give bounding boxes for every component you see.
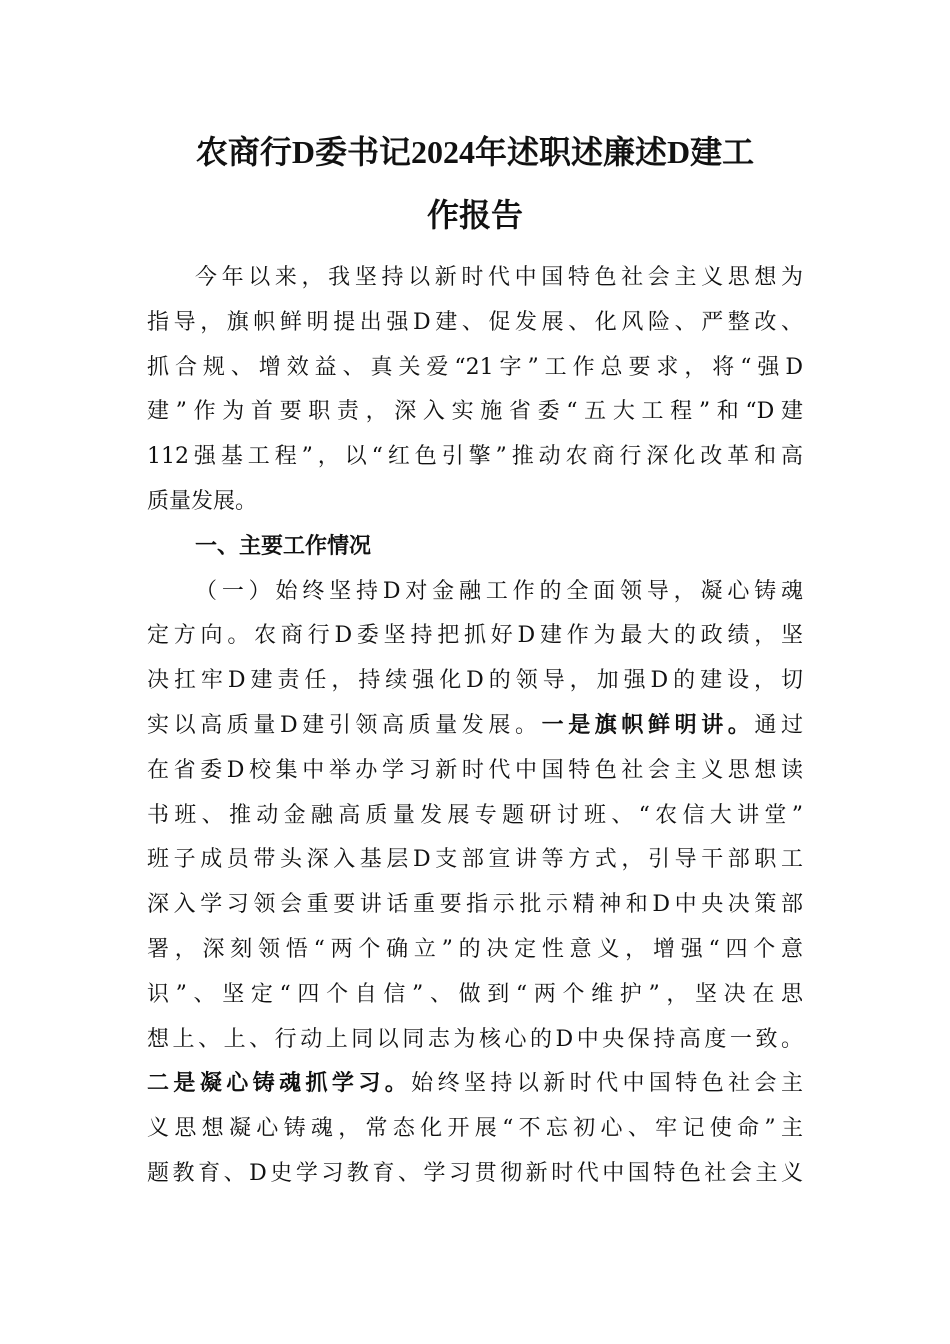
body-text: 在省委D校集中举办学习新时代中国特色社会主义思想读 [147,757,803,783]
text-line [147,659,803,704]
body-text: 识”、坚定“四个自信”、做到“两个维护”，坚决在思 [147,981,803,1007]
body-text: 署，深刻领悟“两个确立”的决定性意义，增强“四个意 [147,936,803,962]
body-text: 通过 [754,712,803,738]
body-text: （一）始终坚持D对金融工作的全面领导，凝心铸魂 [195,578,803,604]
text-line [147,301,803,346]
body-text: 想上、上、行动上同以同志为核心的D中央保持高度一致。 [147,1026,803,1052]
text-line [147,390,803,435]
body-text: 书班、推动金融高质量发展专题研讨班、“农信大讲堂” [147,802,803,828]
body-text: 指导，旗帜鲜明提出强D建、促发展、化风险、严整改、 [147,309,803,335]
text-line [147,838,803,883]
text-line [147,794,803,839]
text-line [147,749,803,794]
body-text: 义思想凝心铸魂，常态化开展“不忘初心、牢记使命”主 [147,1116,803,1142]
body-text: 抓合规、增效益、真关爱“21字”工作总要求，将“强D [147,354,803,380]
text-line [147,480,803,525]
body-text: 深入学习领会重要讲话重要指示批示精神和D中央决策部 [147,892,803,918]
body-text: 题教育、D史学习教育、学习贯彻新时代中国特色社会主义 [147,1160,803,1186]
text-line [147,928,803,973]
text-line [147,1062,803,1107]
text-line [147,256,803,301]
title-line-2: 作报告 [426,197,523,233]
body-text: 质量发展。 [147,488,258,514]
document-body [147,256,803,1197]
bold-heading-text: 二是凝心铸魂抓学习。 [147,1071,412,1097]
body-text: 建”作为首要职责，深入实施省委“五大工程”和“D建 [147,399,803,425]
body-text: 定方向。农商行D委坚持把抓好D建作为最大的政绩，坚 [147,623,803,649]
text-line [147,1107,803,1152]
bold-heading-text: 一、主要工作情况 [195,533,372,559]
body-text: 决扛牢D建责任，持续强化D的领导，加强D的建设，切 [147,668,803,694]
body-text: 始终坚持以新时代中国特色社会主 [411,1071,803,1097]
text-line [147,435,803,480]
body-text: 班子成员带头深入基层D支部宣讲等方式，引导干部职工 [147,847,803,873]
text-line [147,525,803,570]
text-line [147,973,803,1018]
body-text: 112强基工程”，以“红色引擎”推动农商行深化改革和高 [147,444,803,470]
bold-heading-text: 一是旗帜鲜明讲。 [541,712,755,738]
text-line [147,883,803,928]
body-text: 今年以来，我坚持以新时代中国特色社会主义思想为 [195,265,803,290]
title-line-1: 农商行D委书记2024年述职述廉述D建工 [195,134,755,170]
text-line [147,1152,803,1197]
text-line [147,704,803,749]
text-line [147,1018,803,1063]
text-line [147,346,803,391]
document-title [120,121,830,247]
text-line [147,614,803,659]
body-text: 实以高质量D建引领高质量发展。 [147,712,542,738]
text-line [147,570,803,615]
